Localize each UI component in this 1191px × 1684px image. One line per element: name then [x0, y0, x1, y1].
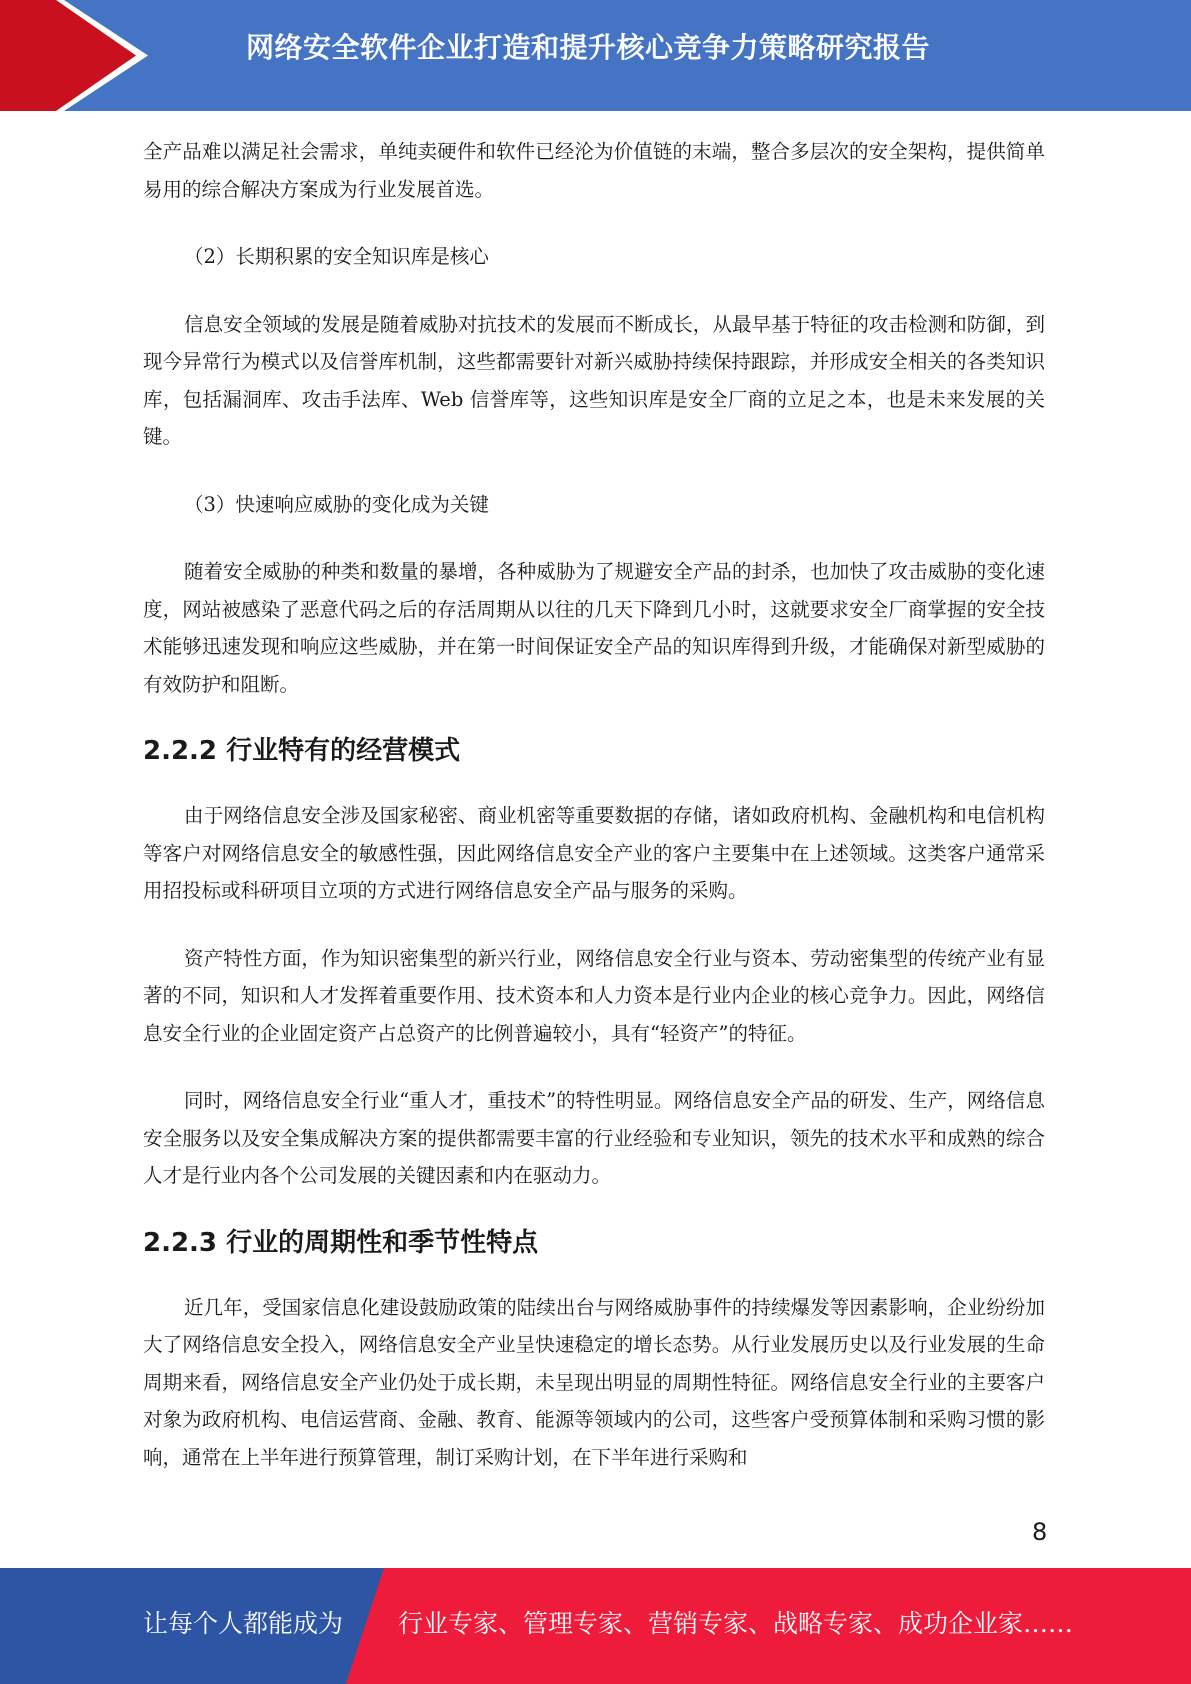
page-number: 8: [1032, 1518, 1048, 1546]
page-content: [143, 133, 1045, 1476]
paragraph-talent-technology: 同时，网络信息安全行业“重人才，重技术”的特性明显。网络信息安全产品的研发、生产，网络信息安全服务以及安全集成解决方案的提供都需要丰富的行业经验和专业知识，领先的技术水平和成熟的综合人才是行业内各个公司发展的关键因素和内在驱动力。: [143, 1089, 1045, 1187]
subheading-2: （2）长期积累的安全知识库是核心: [184, 245, 489, 268]
footer-slogan-right: 行业专家、管理专家、营销专家、战略专家、成功企业家……: [398, 1609, 1074, 1638]
paragraph-continued: 全产品难以满足社会需求，单纯卖硬件和软件已经沦为价值链的末端，整合多层次的安全架构，提供简单易用的综合解决方案成为行业发展首选。: [143, 140, 1045, 201]
header-arrow-icon: [0, 0, 160, 111]
report-title: 网络安全软件企业打造和提升核心竞争力策略研究报告: [246, 31, 931, 64]
subheading-3: （3）快速响应威胁的变化成为关键: [184, 492, 489, 516]
section-heading-2-2-2: 2.2.2 行业特有的经营模式: [143, 736, 461, 766]
page-header: [0, 0, 1191, 111]
paragraph-cyclicality: 近几年，受国家信息化建设鼓励政策的陆续出台与网络威胁事件的持续爆发等因素影响，企业纷纷加大了网络信息安全投入，网络信息安全产业呈快速稳定的增长态势。从行业发展历史以及行业发展的生命周期来看，网络信息安全产业仍处于成长期，未呈现出明显的周期性特征。网络信息安全行业的主要客户对象为政府机构、电信运营商、金融、教育、能源等领域内的公司，这些客户受预算体制和采购习惯的影响，通常在上半年进行预算管理，制订采购计划，在下半年进行采购和: [143, 1295, 1045, 1469]
paragraph-knowledge-base: 信息安全领域的发展是随着威胁对抗技术的发展而不断成长，从最早基于特征的攻击检测和防御，到现今异常行为模式以及信誉库机制，这些都需要针对新兴威胁持续保持跟踪，并形成安全相关的各类知识库，包括漏洞库、攻击手法库、Web 信誉库等，这些知识库是安全厂商的立足之本，也是未来发展的关键。: [143, 312, 1045, 448]
page-footer: [0, 1568, 1191, 1684]
paragraph-business-model: 由于网络信息安全涉及国家秘密、商业机密等重要数据的存储，诸如政府机构、金融机构和电信机构等客户对网络信息安全的敏感性强，因此网络信息安全产业的客户主要集中在上述领域。这类客户通常采用招投标或科研项目立项的方式进行网络信息安全产品与服务的采购。: [143, 804, 1045, 902]
footer-slogan-left: 让每个人都能成为: [143, 1609, 344, 1638]
section-heading-2-2-3: 2.2.3 行业的周期性和季节性特点: [143, 1227, 539, 1258]
paragraph-asset-characteristics: 资产特性方面，作为知识密集型的新兴行业，网络信息安全行业与资本、劳动密集型的传统产业有显著的不同，知识和人才发挥着重要作用、技术资本和人力资本是行业内企业的核心竞争力。因此，网络信息安全行业的企业固定资产占总资产的比例普遍较小，具有“轻资产”的特征。: [143, 946, 1045, 1045]
paragraph-threat-response: 随着安全威胁的种类和数量的暴增，各种威胁为了规避安全产品的封杀，也加快了攻击威胁的变化速度，网站被感染了恶意代码之后的存活周期从以往的几天下降到几小时，这就要求安全厂商掌握的安全技术能够迅速发现和响应这些威胁，并在第一时间保证安全产品的知识库得到升级，才能确保对新型威胁的有效防护和阻断。: [143, 560, 1045, 696]
